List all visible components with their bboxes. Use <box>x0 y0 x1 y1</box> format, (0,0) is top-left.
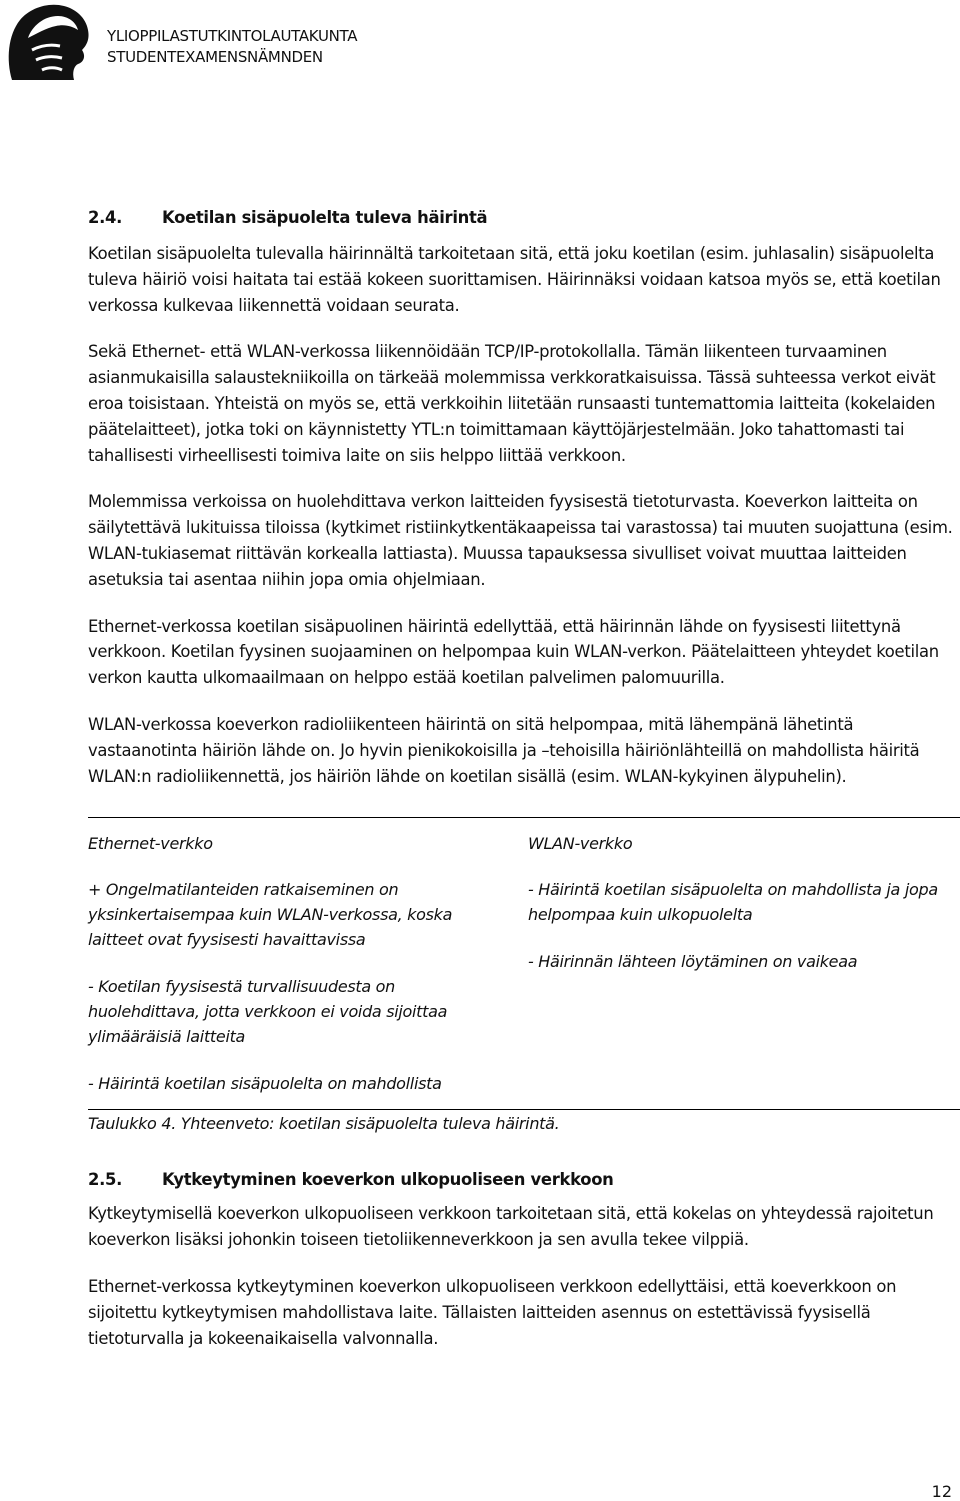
paragraph: Sekä Ethernet- että WLAN-verkossa liikennöidään TCP/IP-protokollalla. Tämän liikenteen turvaaminen asianmukaisilla salaustekniikoilla on tärkeää molemmissa verkkoratkaisuissa. Tässä suhteessa verkot eivät eroa toisistaan. Yhteistä on myös se, että verkkoihin liitetään runsaasti tuntemattomia laitteita (kokelaiden päätelaitteet), jotka toki on käynnistetty YTL:n toimittamaan käyttöjärjestelmään. Joko tahattomasti tai tahallisesti virheellisesti toimiva laite on siis helppo liittää verkkoon. <box>88 342 936 465</box>
section-heading <box>88 208 960 227</box>
table-column-header: Ethernet-verkko <box>88 834 213 854</box>
section-number: 2.5. <box>88 1170 123 1190</box>
page-header <box>0 0 960 80</box>
table-column-wlan <box>528 818 960 996</box>
section-title: Koetilan sisäpuolelta tuleva häirintä <box>162 208 488 227</box>
organization-name <box>107 26 357 68</box>
paragraph: Molemmissa verkoissa on huolehdittava verkon laitteiden fyysisestä tietoturvasta. Koeverkon laitteita on säilytettävä lukituissa tiloissa (kytkimet ristiinkytkentäkaapeissa tai varastossa) tai muuten suojattuna (esim. WLAN-tukiasemat riittävän korkealla lattiasta). Muussa tapauksessa sivulliset voivat muuttaa laitteiden asetuksia tai asentaa niihin jopa omia ohjelmiaan. <box>88 492 953 589</box>
paragraph: Ethernet-verkossa koetilan sisäpuolinen häirintä edellyttää, että häirinnän lähde on fyysisesti liitettynä verkkoon. Koetilan fyysinen suojaaminen on helpompaa kuin WLAN-verkon. Päätelaitteen yhteydet koetilan verkon kautta ulkomaailmaan on helppo estää koetilan palvelimen palomuurilla. <box>88 616 939 688</box>
summary-table <box>88 817 960 1110</box>
organization-name-finnish: YLIOPPILASTUTKINTOLAUTAKUNTA <box>107 27 358 45</box>
table-caption: Taulukko 4. Yhteenveto: koetilan sisäpuolelta tuleva häirintä. <box>88 1114 560 1134</box>
table-column-header: WLAN-verkko <box>528 834 633 854</box>
table-cell: - Häirintä koetilan sisäpuolelta on mahdollista ja jopa helpompaa kuin ulkopuolelta <box>528 880 938 925</box>
table-cell: - Häirinnän lähteen löytäminen on vaikeaa <box>528 952 858 972</box>
paragraph: Ethernet-verkossa kytkeytyminen koeverkon ulkopuoliseen verkkoon edellyttäisi, että koeverkkoon on sijoitettu kytkeytymisen mahdollistava laite. Tällaisten laitteiden asennus on estettävissä fyysisellä tietoturvalla ja kokeenaikaisella valvonnalla. <box>88 1276 897 1348</box>
organization-logo <box>2 0 94 80</box>
table-column-ethernet <box>88 818 488 1118</box>
document-body <box>88 208 960 1372</box>
paragraph: Koetilan sisäpuolelta tulevalla häirinnältä tarkoitetaan sitä, että joku koetilan (esim. juhlasalin) sisäpuolelta tuleva häiriö voisi haitata tai estää kokeen suorittamisen. Häirinnäksi voidaan katsoa myös se, että koetilan verkossa kulkevaa liikennettä voidaan seurata. <box>88 244 941 315</box>
section-title: Kytkeytyminen koeverkon ulkopuoliseen verkkoon <box>162 1170 614 1190</box>
paragraph: WLAN-verkossa koeverkon radioliikenteen häirintä on sitä helpompaa, mitä lähempänä lähetintä vastaanotinta häiriön lähde on. Jo hyvin pienikokoisilla ja –tehoisilla häiriönlähteillä on mahdollista häiritä WLAN:n radioliikennettä, jos häiriön lähde on koetilan sisällä (esim. WLAN-kykyinen älypuhelin). <box>88 714 920 786</box>
table-cell: - Koetilan fyysisestä turvallisuudesta on huolehdittava, jotta verkkoon ei voida sijoittaa ylimääräisiä laitteita <box>88 977 448 1047</box>
table-cell: + Ongelmatilanteiden ratkaiseminen on yksinkertaisempaa kuin WLAN-verkossa, koska laitteet ovat fyysisesti havaittavissa <box>88 880 453 950</box>
section-heading <box>88 1170 960 1189</box>
table-cell: - Häirintä koetilan sisäpuolelta on mahdollista <box>88 1074 442 1094</box>
paragraph: Kytkeytymisellä koeverkon ulkopuoliseen verkkoon tarkoitetaan sitä, että kokelas on yhteydessä rajoitetun koeverkon lisäksi johonkin toiseen tietoliikenneverkkoon ja sen avulla tekee vilppiä. <box>88 1204 934 1250</box>
section-number: 2.4. <box>88 208 123 227</box>
organization-name-swedish: STUDENTEXAMENSNÄMNDEN <box>107 48 323 66</box>
page-number: 12 <box>931 1482 952 1501</box>
